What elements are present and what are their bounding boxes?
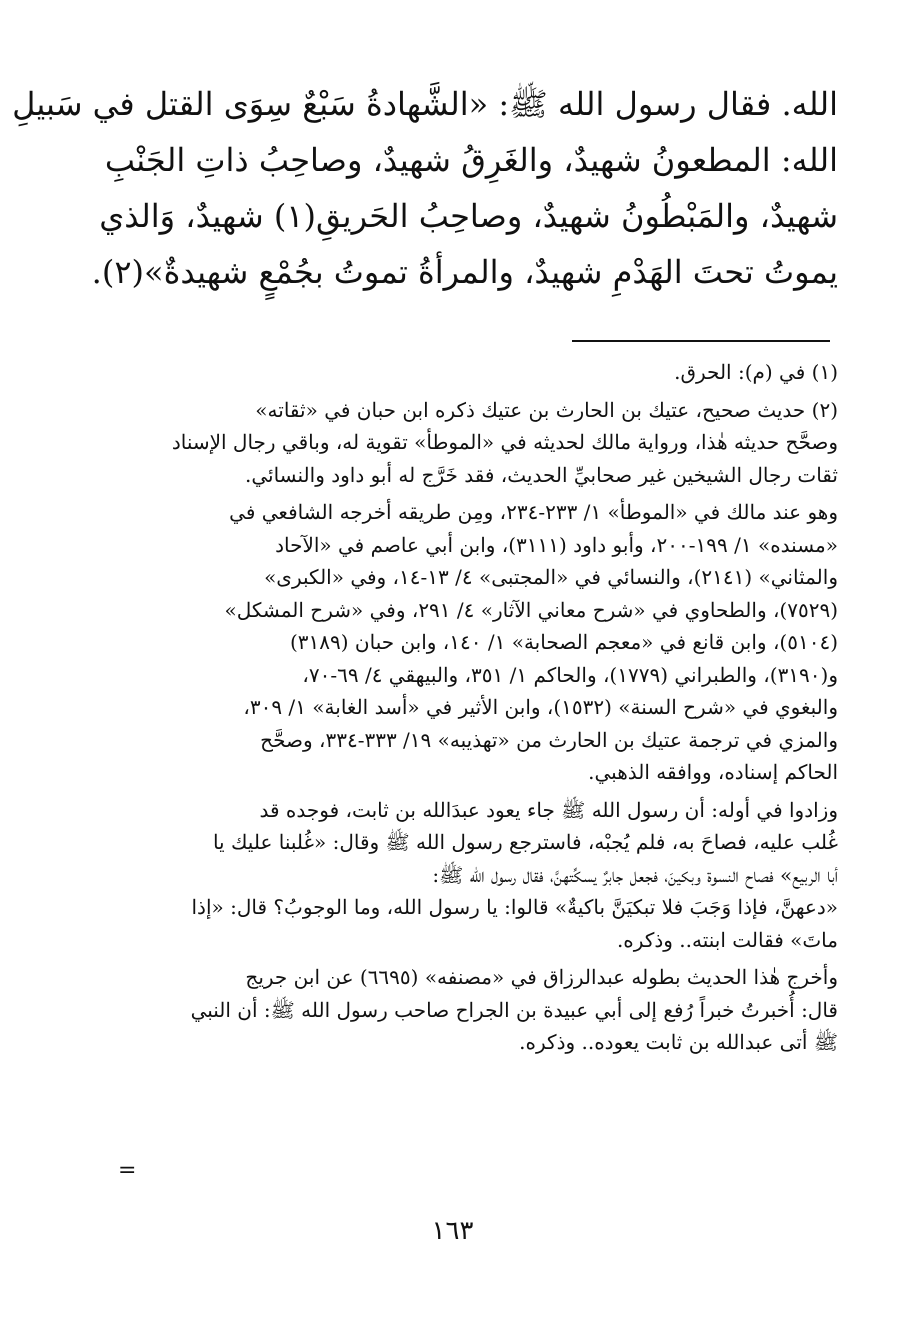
footnote-line: (١) في (م): الحرق. [674,360,838,384]
main-text-line: شهيدٌ، والمَبْطُونُ شهيدٌ، وصاحِبُ الحَريقِ(١) شهيدٌ، وَالذي [99,197,838,235]
footnote-paragraph-abdulrazzaq [124,961,838,1059]
footnote-line: وصحَّح حديثه هٰذا، ورواية مالك لحديثه في «الموطأ» تقوية له، وباقي رجال الإسناد [171,430,838,454]
footnote-line: غُلب عليه، فصاحَ به، فلم يُجبْه، فاسترجع رسول الله ﷺ وقال: «غُلبنا عليك يا [212,830,838,854]
continuation-mark: = [118,1158,137,1183]
main-text-line: الله. فقال رسول الله ﷺ: «الشَّهادةُ سَبْعٌ سِوَى القتل في سَبيلِ [12,85,838,123]
footnote-2 [124,394,838,492]
footnotes [124,356,838,1059]
footnote-line: «دعهنَّ، فإذا وَجَبَ فلا تبكيَنَّ باكيةٌ» قالوا: يا رسول الله، وما الوجوبُ؟ قال: «إذا [191,895,838,919]
footnote-line: وزادوا في أوله: أن رسول الله ﷺ جاء يعود عبدَالله بن ثابت، فوجده قد [259,797,838,822]
footnote-line: قال: أُخبرتُ خبراً رُفع إلى أبي عبيدة بن الجراح صاحب رسول الله ﷺ: أن النبي [190,997,838,1022]
footnote-line: «مسنده» ١/ ١٩٩-٢٠٠، وأبو داود (٣١١١)، وابن أبي عاصم في «الآحاد [275,532,838,557]
footnote-line: ثقات رجال الشيخين غير صحابيِّ الحديث، فقد خَرَّج له أبو داود والنسائي. [244,462,838,487]
footnote-line: (٢) حديث صحيح، عتيك بن الحارث بن عتيك ذكره ابن حبان في «ثقاته» [255,397,838,422]
main-text [12,76,838,300]
footnote-line: وأخرج هٰذا الحديث بطوله عبدالرزاق في «مصنفه» (٦٦٩٥) عن ابن جريج [245,965,838,989]
page-number: ١٦٣ [431,1216,474,1246]
footnote-line: (٧٥٢٩)، والطحاوي في «شرح معاني الآثار» ٤/ ٢٩١، وفي «شرح المشكل» [224,597,838,622]
footnote-line: أبا الربيع» فصاح النسوة وبكينَ، فجعل جابرٌ يسكِّتهنَّ، فقال رسول الله ﷺ: [432,862,838,887]
footnote-line: وهو عند مالك في «الموطأ» ١/ ٢٣٣-٢٣٤، ومِن طريقه أخرجه الشافعي في [229,500,838,524]
footnote-paragraph-sources [124,496,838,789]
footnote-line: ماتَ» فقالت ابنته.. وذكره. [616,927,838,952]
footnote-line: ﷺ أتى عبدالله بن ثابت يعوده.. وذكره. [519,1030,838,1054]
footnote-line: والمزي في ترجمة عتيك بن الحارث من «تهذيبه» ١٩/ ٣٣٣-٣٣٤، وصحَّح [260,727,838,752]
footnote-line: (٥١٠٤)، وابن قانع في «معجم الصحابة» ١/ ١٤٠، وابن حبان (٣١٨٩) [289,630,838,654]
footnote-separator [572,340,830,342]
footnote-paragraph-addition [124,794,838,957]
main-text-line: الله: المطعونُ شهيدٌ، والغَرِقُ شهيدٌ، وصاحِبُ ذاتِ الجَنْبِ [104,141,838,179]
footnote-line: و(٣١٩٠)، والطبراني (١٧٧٩)، والحاكم ١/ ٣٥١، والبيهقي ٤/ ٦٩-٧٠، [302,662,838,687]
footnote-line: الحاكم إسناده، ووافقه الذهبي. [588,760,838,784]
footnote-1 [124,356,838,389]
footnote-line: والمثاني» (٢١٤١)، والنسائي في «المجتبى» ٤/ ١٣-١٤، وفي «الكبرى» [264,565,838,589]
main-text-line: يموتُ تحتَ الهَدْمِ شهيدٌ، والمرأةُ تموتُ بجُمْعٍ شهيدةٌ»(٢). [91,253,838,291]
footnote-line: والبغوي في «شرح السنة» (١٥٣٢)، وابن الأثير في «أسد الغابة» ١/ ٣٠٩، [243,695,838,719]
